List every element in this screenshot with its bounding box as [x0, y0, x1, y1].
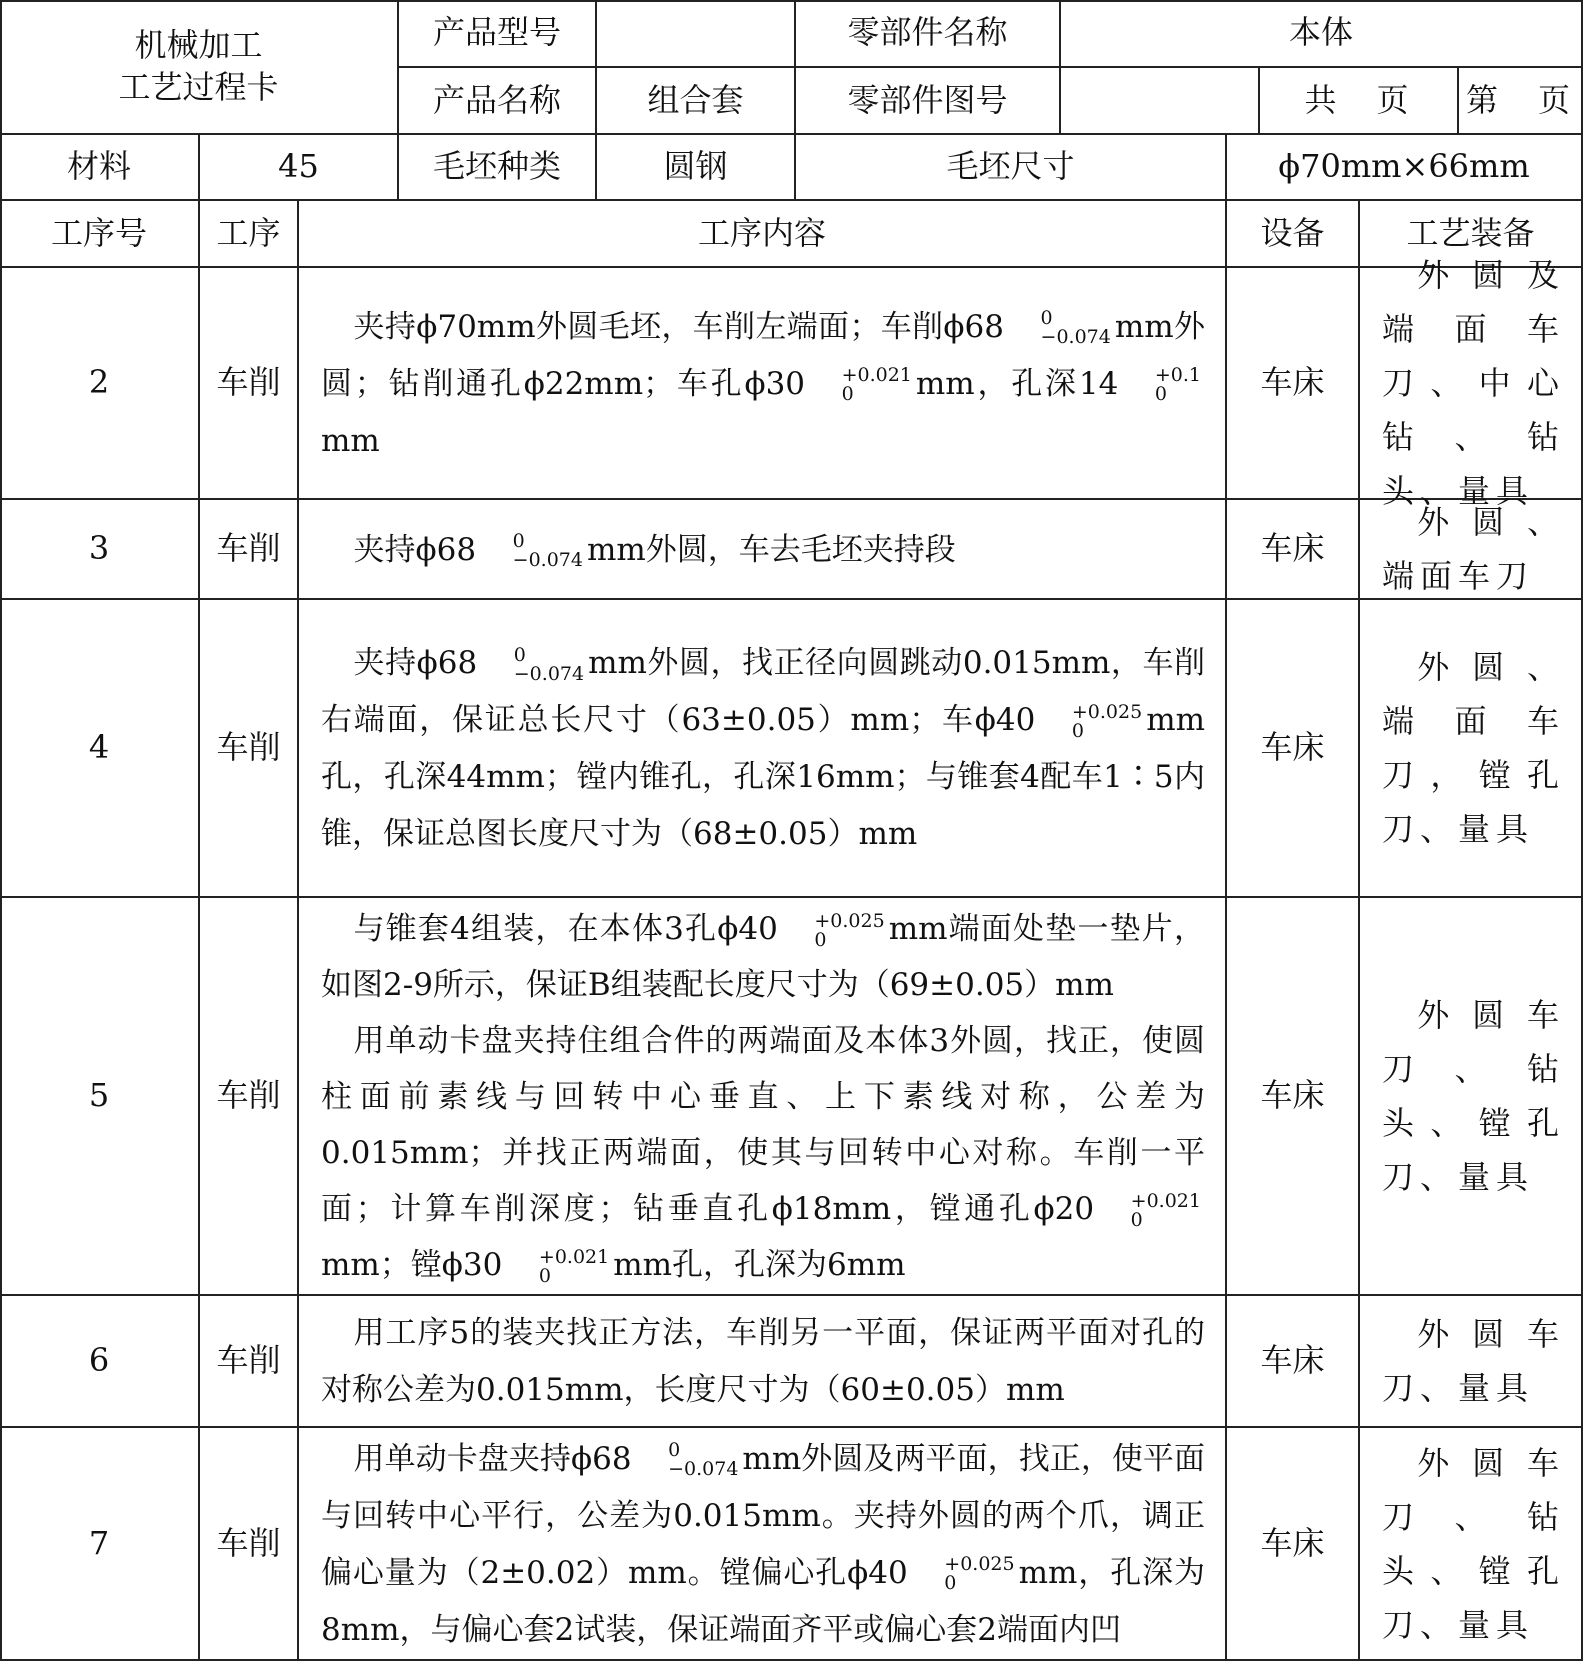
row-op3-content-paragraph — [321, 522, 1205, 579]
blank-size-label: 毛坯尺寸 — [796, 135, 1227, 201]
row-op2-text-1: 夹持ϕ70mm外圆毛坯，车削左端面；车削ϕ68 — [353, 308, 1004, 345]
row-op4-equipment: 车床 — [1227, 600, 1360, 898]
row-op2-number: 2 — [0, 268, 200, 500]
row-op4-operation: 车削 — [200, 600, 299, 898]
row-op3-content — [299, 500, 1227, 600]
row-op7-content — [299, 1428, 1227, 1661]
row-op5-tolerance-1 — [782, 909, 885, 951]
tolerance-lower: 0 — [944, 1572, 957, 1594]
column-header-op-no: 工序号 — [0, 201, 200, 268]
card-title-line1: 机械加工 — [134, 25, 263, 64]
row-op7-equipment: 车床 — [1227, 1428, 1360, 1661]
row-op5-text-5: mm孔，孔深为6mm — [613, 1247, 906, 1283]
row-op6-content — [299, 1296, 1227, 1428]
tolerance-lower: 0 — [1071, 719, 1084, 742]
row-op5-text-3: 用单动卡盘夹持住组合件的两端面及本体3外圆，找正，使圆柱面前素线与回转中心垂直、上下素线对称，公差为0.015mm；并找正两端面，使其与回转中心对称。车削一平面；计算车削深度；钻垂直孔ϕ18mm，镗通孔ϕ20 — [321, 1023, 1205, 1227]
product-model-value — [597, 0, 796, 68]
row-op7-text-2: mm外圆及两平面，找正，使平面与回转中心平行，公差为0.015mm。夹持外圆的两个爪，调正偏心量为（2±0.02）mm。镗偏心孔ϕ40 — [321, 1440, 1205, 1591]
row-op7-tooling-text: 外圆车刀、钻头、镗孔刀、量具 — [1382, 1443, 1565, 1644]
row-op2-content-paragraph — [321, 299, 1205, 470]
row-op7-tolerance-1 — [636, 1441, 739, 1479]
row-op7-tolerance-2 — [912, 1555, 1015, 1593]
row-op4-tolerance-2 — [1039, 700, 1143, 742]
row-op3-tolerance-1 — [480, 532, 583, 570]
tolerance-lower: −0.074 — [1040, 326, 1111, 348]
part-name-value: 本体 — [1061, 0, 1583, 68]
blank-type-label: 毛坯种类 — [399, 135, 597, 201]
tolerance-lower: 0 — [1154, 383, 1167, 405]
row-op5-operation: 车削 — [200, 898, 299, 1296]
row-op4-tolerance-1 — [481, 643, 585, 685]
row-op3-tooling — [1360, 500, 1583, 600]
blank-size-value: ϕ70mm×66mm — [1227, 135, 1583, 201]
product-model-label: 产品型号 — [399, 0, 597, 68]
row-op4-content-paragraph — [321, 635, 1205, 863]
row-op5-tolerance-2 — [1098, 1189, 1201, 1231]
row-op5-equipment: 车床 — [1227, 898, 1360, 1296]
column-header-content: 工序内容 — [299, 201, 1227, 268]
row-op2-text-4: mm — [321, 422, 380, 459]
row-op4-tooling-text: 外圆、端面车刀，镗孔刀、量具 — [1382, 648, 1565, 848]
row-op7-text-3: mm，孔深为8mm，与偏心套2试装，保证端面齐平或偏心套2端面内凹 — [321, 1554, 1206, 1648]
row-op5-tooling — [1360, 898, 1583, 1296]
row-op2-tooling-text: 外圆及端面车刀、中心钻、钻头、量具 — [1382, 256, 1565, 510]
row-op5-tooling-text: 外圆车刀、钻头、镗孔刀、量具 — [1382, 996, 1565, 1196]
row-op3-equipment: 车床 — [1227, 500, 1360, 600]
row-op5-paragraph-1 — [321, 901, 1205, 1013]
material-value: 45 — [200, 135, 399, 201]
tolerance-lower: 0 — [841, 383, 854, 405]
tolerance-lower: 0 — [1130, 1208, 1143, 1231]
row-op5-text-2: mm端面处垫一垫片，如图2-9所示，保证B组装配长度尺寸为（69±0.05）mm — [321, 911, 1205, 1003]
product-name-label: 产品名称 — [399, 68, 597, 135]
tolerance-upper: +0.1 — [1154, 364, 1201, 386]
row-op4-number: 4 — [0, 600, 200, 898]
card-title-line2: 工艺过程卡 — [118, 67, 279, 106]
row-op6-tooling-text: 外圆车刀、量具 — [1382, 1315, 1565, 1407]
row-op5-text-4: mm；镗ϕ30 — [321, 1247, 503, 1283]
product-name-value: 组合套 — [597, 68, 796, 135]
row-op5-tolerance-3 — [506, 1245, 610, 1287]
tolerance-upper: +0.021 — [841, 364, 912, 386]
column-header-equipment: 设备 — [1227, 201, 1360, 268]
row-op6-number: 6 — [0, 1296, 200, 1428]
row-op2-tolerance-3 — [1122, 366, 1201, 404]
tolerance-lower: −0.074 — [668, 1458, 739, 1480]
row-op4-text-2: mm外圆，找正径向圆跳动0.015mm，车削右端面，保证总长尺寸（63±0.05）mm；车ϕ40 — [321, 645, 1206, 738]
row-op6-equipment: 车床 — [1227, 1296, 1360, 1428]
tolerance-upper: +0.025 — [944, 1553, 1015, 1575]
row-op7-text-1: 用单动卡盘夹持ϕ68 — [353, 1440, 632, 1477]
row-op7-tooling — [1360, 1428, 1583, 1661]
part-drawing-label: 零部件图号 — [796, 68, 1061, 135]
page-number: 第 页 — [1459, 68, 1583, 135]
tolerance-upper: +0.025 — [814, 909, 885, 932]
row-op6-operation: 车削 — [200, 1296, 299, 1428]
row-op3-operation: 车削 — [200, 500, 299, 600]
row-op3-number: 3 — [0, 500, 200, 600]
tolerance-upper: 0 — [512, 530, 525, 552]
row-op2-equipment: 车床 — [1227, 268, 1360, 500]
row-op3-text-2: mm外圆，车去毛坯夹持段 — [587, 531, 956, 568]
total-pages: 共 页 — [1260, 68, 1459, 135]
tolerance-upper: 0 — [668, 1439, 681, 1461]
part-name-label: 零部件名称 — [796, 0, 1061, 68]
part-drawing-value — [1061, 68, 1260, 135]
row-op2-operation: 车削 — [200, 268, 299, 500]
row-op5-number: 5 — [0, 898, 200, 1296]
row-op2-text-2: mm外圆；钻削通孔ϕ22mm；车孔ϕ30 — [321, 308, 1205, 402]
row-op4-tooling — [1360, 600, 1583, 898]
row-op2-tooling — [1360, 256, 1583, 510]
row-op4-content — [299, 600, 1227, 898]
row-op5-paragraph-2 — [321, 1013, 1205, 1293]
material-label: 材料 — [0, 135, 200, 201]
row-op7-content-paragraph — [321, 1431, 1205, 1659]
column-header-op: 工序 — [200, 201, 299, 268]
tolerance-lower: −0.074 — [513, 662, 585, 685]
column-header-tooling: 工艺装备 — [1360, 201, 1583, 268]
row-op4-text-1: 夹持ϕ68 — [353, 645, 478, 681]
row-op6-tooling — [1360, 1296, 1583, 1428]
row-op4-text-3: mm孔，孔深44mm；镗内锥孔，孔深16mm；与锥套4配车1∶5内锥，保证总图长度尺寸为（68±0.05）mm — [321, 702, 1205, 852]
tolerance-lower: −0.074 — [512, 549, 583, 571]
row-op2-tolerance-2 — [809, 366, 912, 404]
row-op7-operation: 车削 — [200, 1428, 299, 1661]
blank-type-value: 圆钢 — [597, 135, 796, 201]
row-op3-tooling-text: 外圆、端面车刀 — [1382, 503, 1565, 595]
tolerance-upper: 0 — [1040, 307, 1053, 329]
card-title — [0, 0, 399, 135]
tolerance-upper: 0 — [513, 643, 526, 666]
row-op2-tolerance-1 — [1008, 309, 1111, 347]
tolerance-upper: +0.025 — [1071, 700, 1143, 723]
row-op6-content-paragraph: 用工序5的装夹找正方法，车削另一平面，保证两平面对孔的对称公差为0.015mm，长度尺寸为（60±0.05）mm — [321, 1315, 1205, 1408]
tolerance-upper: +0.021 — [1130, 1189, 1201, 1212]
row-op7-number: 7 — [0, 1428, 200, 1661]
row-op2-content — [299, 268, 1227, 500]
row-op5-content — [299, 898, 1227, 1296]
row-op2-text-3: mm，孔深14 — [915, 365, 1119, 402]
row-op5-text-1: 与锥套4组装，在本体3孔ϕ40 — [353, 911, 778, 947]
tolerance-lower: 0 — [538, 1264, 552, 1287]
row-op3-text-1: 夹持ϕ68 — [353, 531, 477, 568]
tolerance-lower: 0 — [814, 928, 827, 951]
tolerance-upper: +0.021 — [538, 1245, 610, 1268]
